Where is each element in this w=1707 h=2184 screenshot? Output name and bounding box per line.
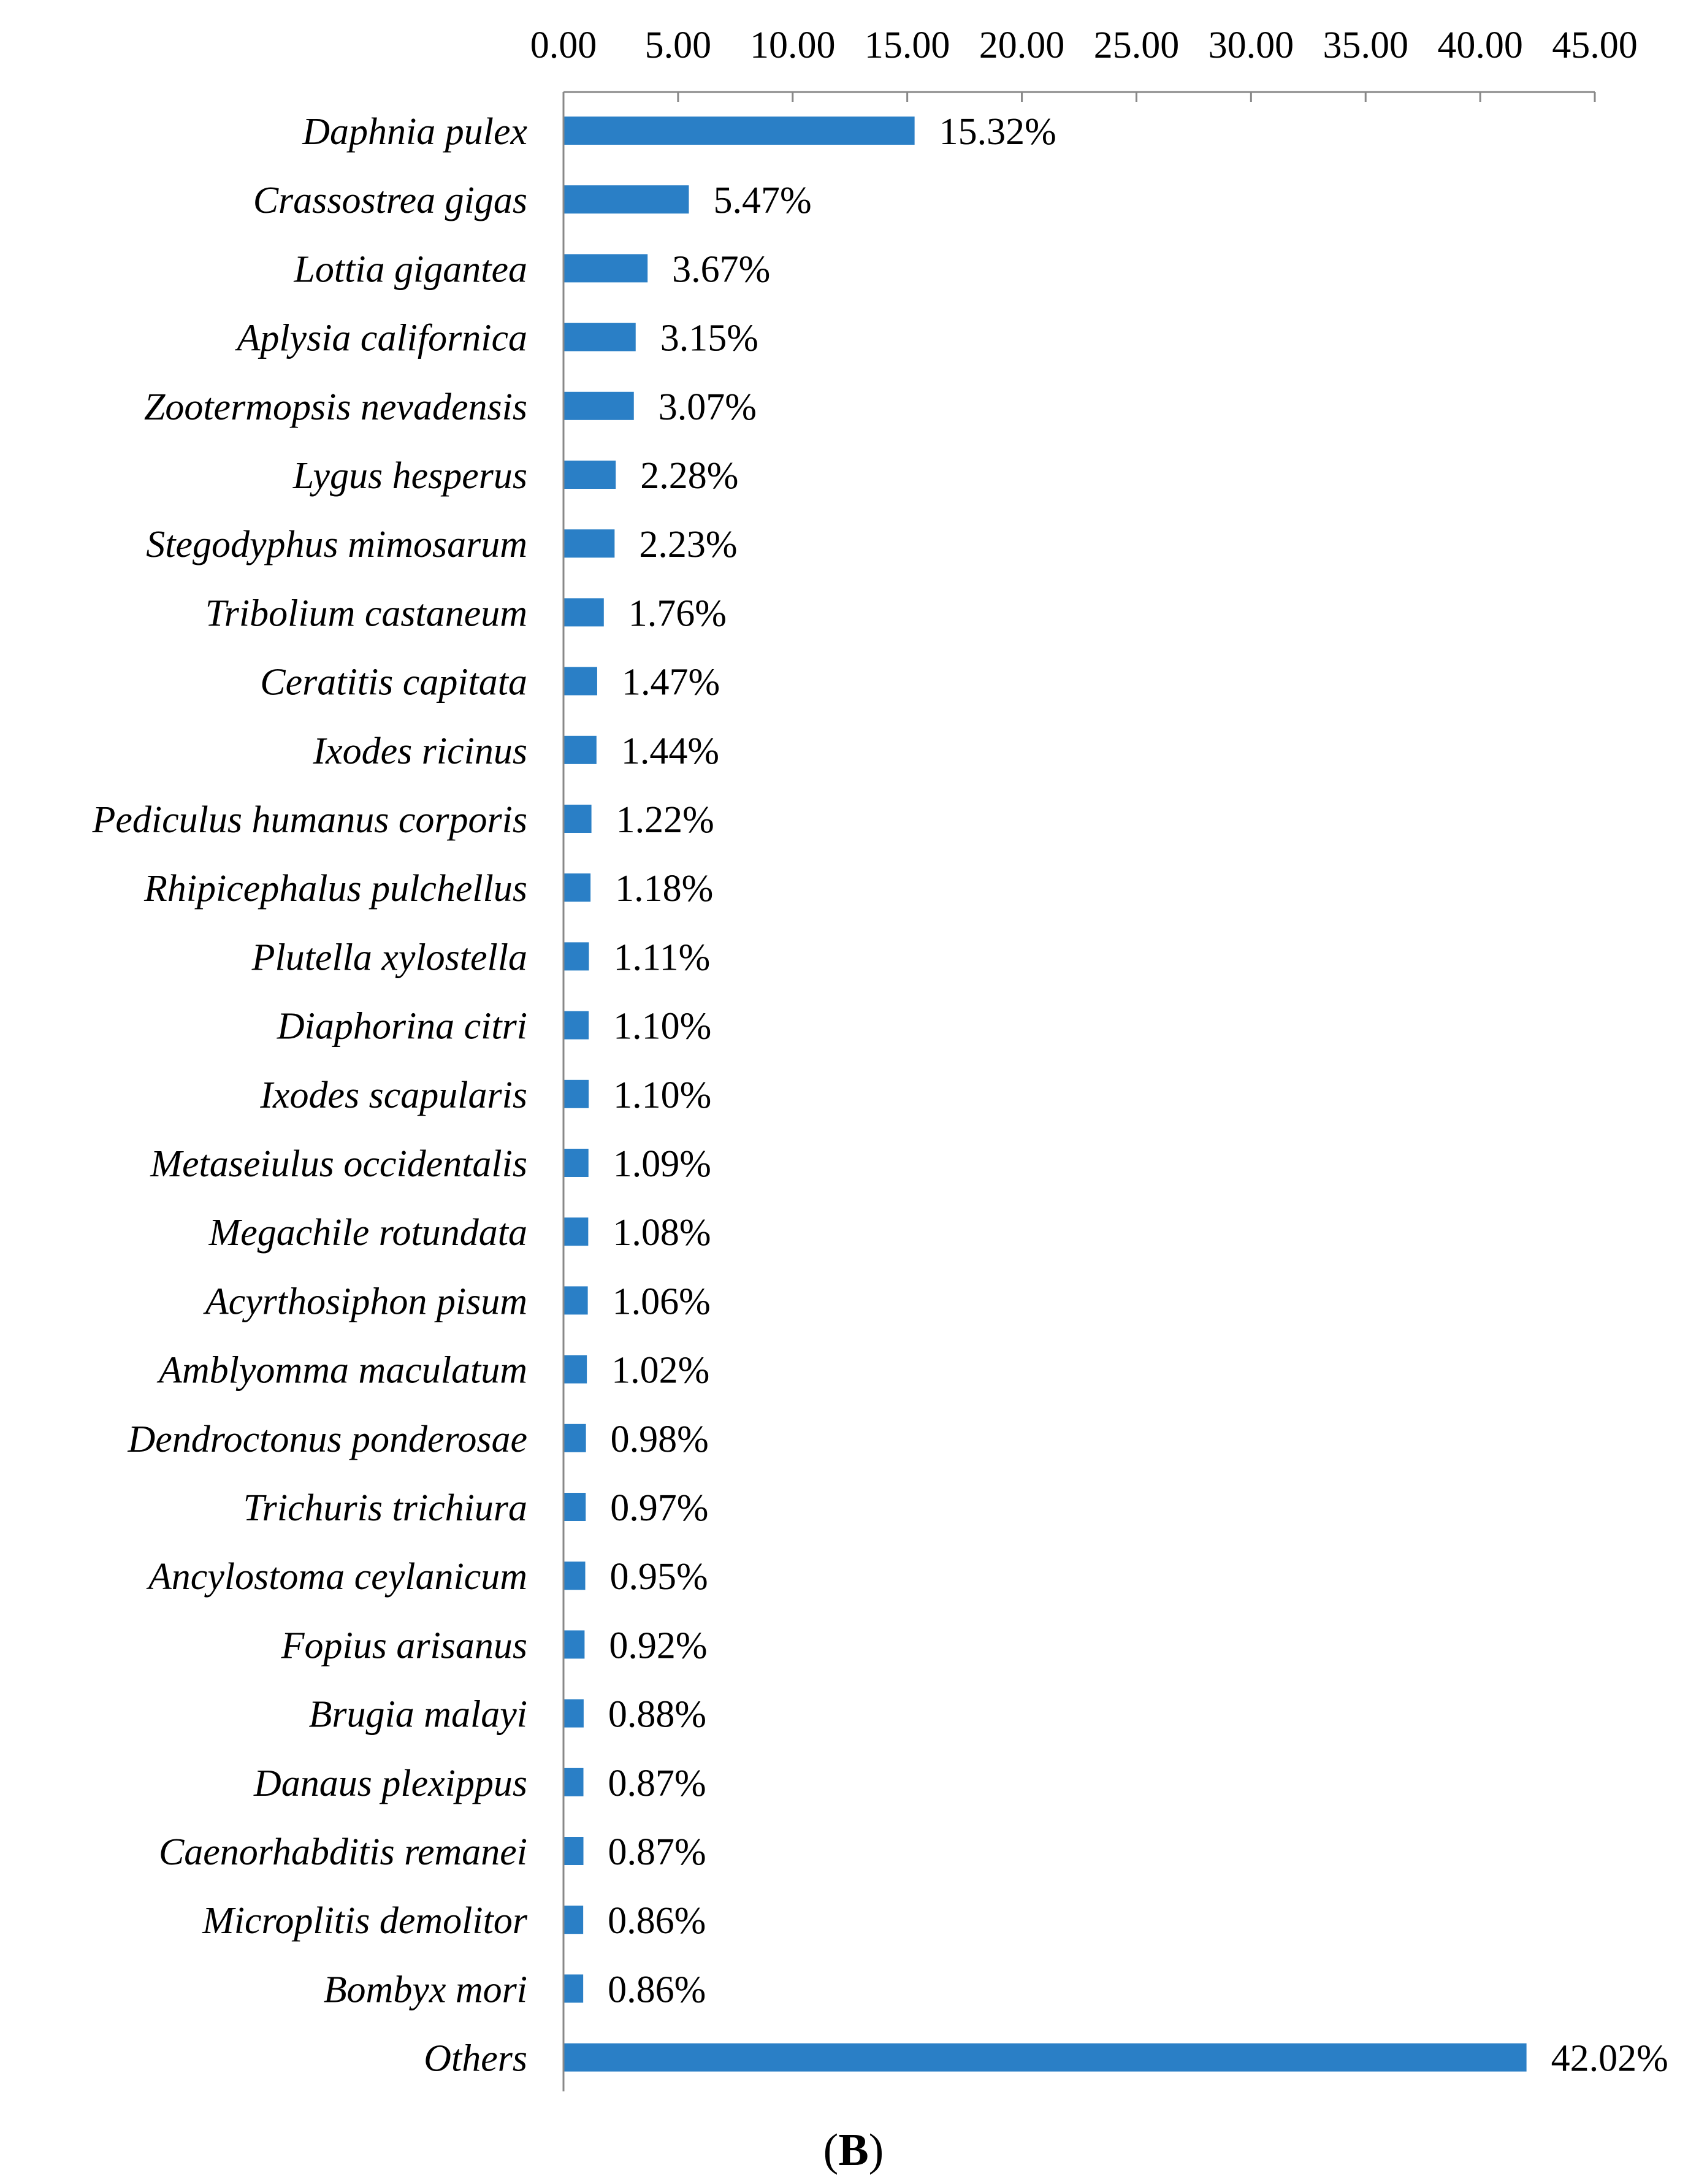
- x-tick-label: 30.00: [1208, 25, 1294, 66]
- bar: [565, 323, 636, 351]
- category-label: Tribolium castaneum: [205, 592, 527, 635]
- panel-label: [823, 2125, 884, 2175]
- data-labels: [608, 111, 1668, 2080]
- category-label: Pediculus humanus corporis: [92, 799, 527, 841]
- data-label: 5.47%: [713, 180, 812, 222]
- data-label: 0.98%: [610, 1418, 709, 1460]
- category-label: Dendroctonus ponderosae: [128, 1418, 527, 1460]
- data-label: 1.10%: [613, 1074, 712, 1116]
- data-label: 15.32%: [939, 111, 1056, 153]
- category-label: Caenorhabditis remanei: [158, 1831, 527, 1873]
- bar: [565, 873, 591, 902]
- data-label: 2.23%: [639, 524, 738, 566]
- bar: [565, 1286, 588, 1314]
- category-label: Danaus plexippus: [253, 1762, 527, 1804]
- data-label: 1.22%: [616, 799, 714, 841]
- category-label: Diaphorina citri: [277, 1005, 527, 1048]
- x-tick-label: 45.00: [1552, 25, 1638, 66]
- bar: [565, 1630, 585, 1658]
- bar: [565, 392, 634, 420]
- bar: [565, 1974, 584, 2002]
- category-label: Trichuris trichiura: [243, 1487, 527, 1529]
- panel-label-letter: B: [838, 2125, 869, 2175]
- category-label: Daphnia pulex: [302, 111, 527, 153]
- bar: [565, 1906, 584, 1934]
- x-axis: [530, 25, 1638, 102]
- category-label: Plutella xylostella: [251, 937, 527, 979]
- data-label: 1.18%: [615, 868, 714, 910]
- bar: [565, 598, 604, 626]
- panel-label-close: ): [868, 2125, 884, 2175]
- data-label: 0.87%: [608, 1762, 706, 1804]
- bar: [565, 1080, 589, 1108]
- x-tick-label: 20.00: [979, 25, 1065, 66]
- category-label: Aplysia californica: [237, 317, 527, 359]
- x-tick-label: 25.00: [1093, 25, 1180, 66]
- bar: [565, 1149, 589, 1177]
- data-label: 1.06%: [612, 1281, 711, 1323]
- x-tick-label: 5.00: [644, 25, 712, 66]
- bar: [565, 1768, 584, 1796]
- category-labels: [91, 111, 527, 2080]
- data-label: 0.97%: [610, 1487, 709, 1529]
- data-label: 1.02%: [611, 1349, 710, 1392]
- bar: [565, 1355, 587, 1384]
- category-label: Bombyx mori: [323, 1969, 527, 2011]
- bar: [565, 1493, 586, 1521]
- bar: [565, 736, 597, 764]
- x-tick-label: 10.00: [750, 25, 836, 66]
- bar: [565, 2044, 1527, 2072]
- bar: [565, 461, 616, 489]
- bar: [565, 1011, 589, 1040]
- bar: [565, 667, 597, 695]
- data-label: 0.95%: [609, 1556, 708, 1598]
- x-tick-label: 15.00: [864, 25, 950, 66]
- category-label: Megachile rotundata: [208, 1212, 527, 1254]
- bar: [565, 117, 915, 145]
- category-label: Acyrthosiphon pisum: [205, 1281, 527, 1323]
- bar: [565, 1699, 584, 1728]
- category-label: Rhipicephalus pulchellus: [143, 868, 527, 910]
- panel-label-open: (: [823, 2125, 839, 2175]
- x-tick-label: 0.00: [530, 25, 597, 66]
- category-label: Metaseiulus occidentalis: [150, 1143, 527, 1185]
- data-label: 0.87%: [608, 1831, 706, 1873]
- category-label: Lottia gigantea: [294, 248, 527, 291]
- data-label: 0.88%: [608, 1693, 707, 1736]
- data-label: 3.67%: [672, 248, 771, 291]
- bar: [565, 185, 689, 213]
- category-label: Fopius arisanus: [281, 1625, 527, 1667]
- bar: [565, 805, 592, 833]
- data-label: 0.86%: [608, 1969, 706, 2011]
- data-label: 1.10%: [613, 1005, 712, 1048]
- data-label: 1.09%: [613, 1143, 711, 1185]
- category-label: Amblyomma maculatum: [159, 1349, 527, 1392]
- category-label: Ixodes scapularis: [260, 1074, 527, 1116]
- data-label: 1.47%: [621, 661, 720, 703]
- data-label: 1.44%: [621, 730, 719, 772]
- category-label: Crassostrea gigas: [253, 180, 527, 222]
- category-label: Brugia malayi: [308, 1693, 527, 1736]
- category-label: Lygus hesperus: [292, 455, 527, 497]
- category-label: Stegodyphus mimosarum: [146, 524, 527, 566]
- data-label: 3.15%: [660, 317, 758, 359]
- x-tick-label: 40.00: [1437, 25, 1523, 66]
- data-label: 1.76%: [628, 592, 727, 635]
- category-label: Others: [424, 2037, 527, 2080]
- category-label: Zootermopsis nevadensis: [143, 386, 527, 428]
- x-tick-label: 35.00: [1323, 25, 1408, 66]
- bar: [565, 254, 648, 282]
- bar: [565, 1561, 586, 1590]
- data-label: 1.11%: [613, 937, 711, 979]
- bar: [565, 1424, 586, 1452]
- data-label: 42.02%: [1551, 2037, 1668, 2080]
- category-label: Ceratitis capitata: [260, 661, 527, 703]
- data-label: 0.92%: [609, 1625, 708, 1667]
- bar: [565, 1837, 584, 1865]
- data-label: 0.86%: [608, 1900, 706, 1942]
- bar: [565, 1217, 589, 1246]
- data-label: 3.07%: [658, 386, 757, 428]
- category-label: Microplitis demolitor: [202, 1900, 527, 1942]
- data-label: 2.28%: [640, 455, 739, 497]
- category-label: Ancylostoma ceylanicum: [148, 1556, 527, 1598]
- category-label: Ixodes ricinus: [313, 730, 527, 772]
- bar: [565, 529, 615, 557]
- data-label: 1.08%: [613, 1212, 711, 1254]
- bar: [565, 942, 589, 970]
